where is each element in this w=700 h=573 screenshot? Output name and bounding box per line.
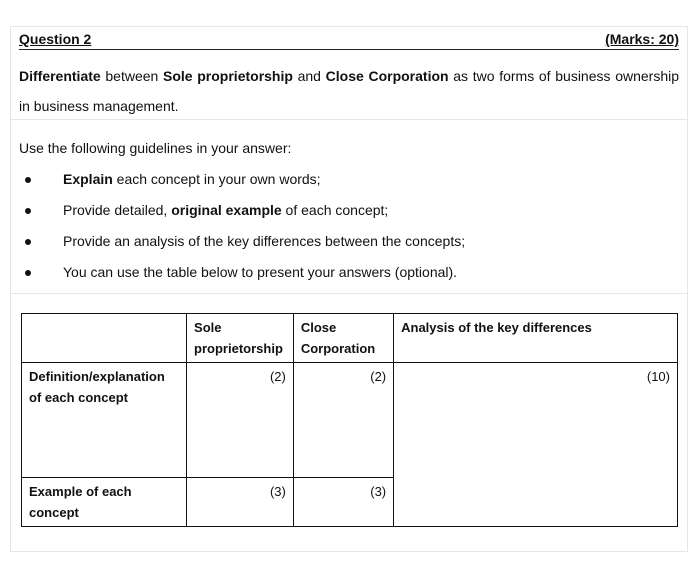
prompt-term-close: Close Corporation [325, 68, 449, 84]
answer-table [21, 313, 678, 527]
row-label-definition: Definition/explanation of each concept [22, 363, 187, 478]
guideline-item: Provide detailed, original example of each concept; [11, 202, 687, 233]
question-header [19, 31, 679, 50]
answer-cell-sole-example[interactable] [187, 478, 294, 527]
row-label-example: Example of each concept [22, 478, 187, 527]
header-cell-analysis: Analysis of the key differences [394, 314, 678, 363]
question-prompt [19, 61, 679, 121]
bullet-icon [25, 177, 31, 183]
question-marks: (Marks: 20) [605, 31, 679, 47]
answer-cell-close-example[interactable] [293, 478, 393, 527]
marks-label: (2) [370, 369, 387, 384]
header-cell-sole: Sole proprietorship [187, 314, 294, 363]
guidelines-intro: Use the following guidelines in your answer: [19, 140, 292, 156]
header-cell-empty [22, 314, 187, 363]
marks-label: (3) [370, 484, 387, 499]
prompt-text-3: as two forms of business ownership in business management. [19, 68, 680, 114]
header-cell-close: Close Corporation [293, 314, 393, 363]
answer-cell-sole-definition[interactable] [187, 363, 294, 478]
table-row [22, 363, 678, 478]
marks-label: (10) [646, 369, 670, 384]
guideline-item: Explain each concept in your own words; [11, 171, 687, 202]
answer-cell-close-definition[interactable] [293, 363, 393, 478]
question-title: Question 2 [19, 31, 92, 47]
marks-label: (3) [269, 484, 286, 499]
guideline-item: Provide an analysis of the key differences between the concepts; [11, 233, 687, 264]
section-divider [11, 119, 687, 120]
prompt-text-1: between [100, 68, 163, 84]
prompt-verb: Differentiate [19, 68, 101, 84]
guideline-item: You can use the table below to present your answers (optional). [11, 264, 687, 295]
guidelines-list [11, 171, 687, 295]
bullet-icon [25, 270, 31, 276]
marks-label: (2) [269, 369, 286, 384]
answer-cell-analysis[interactable] [394, 363, 678, 527]
table-header-row [22, 314, 678, 363]
question-page [10, 26, 688, 552]
bullet-icon [25, 208, 31, 214]
prompt-text-2: and [292, 68, 326, 84]
section-divider [11, 293, 687, 294]
bullet-icon [25, 239, 31, 245]
prompt-term-sole: Sole proprietorship [163, 68, 293, 84]
